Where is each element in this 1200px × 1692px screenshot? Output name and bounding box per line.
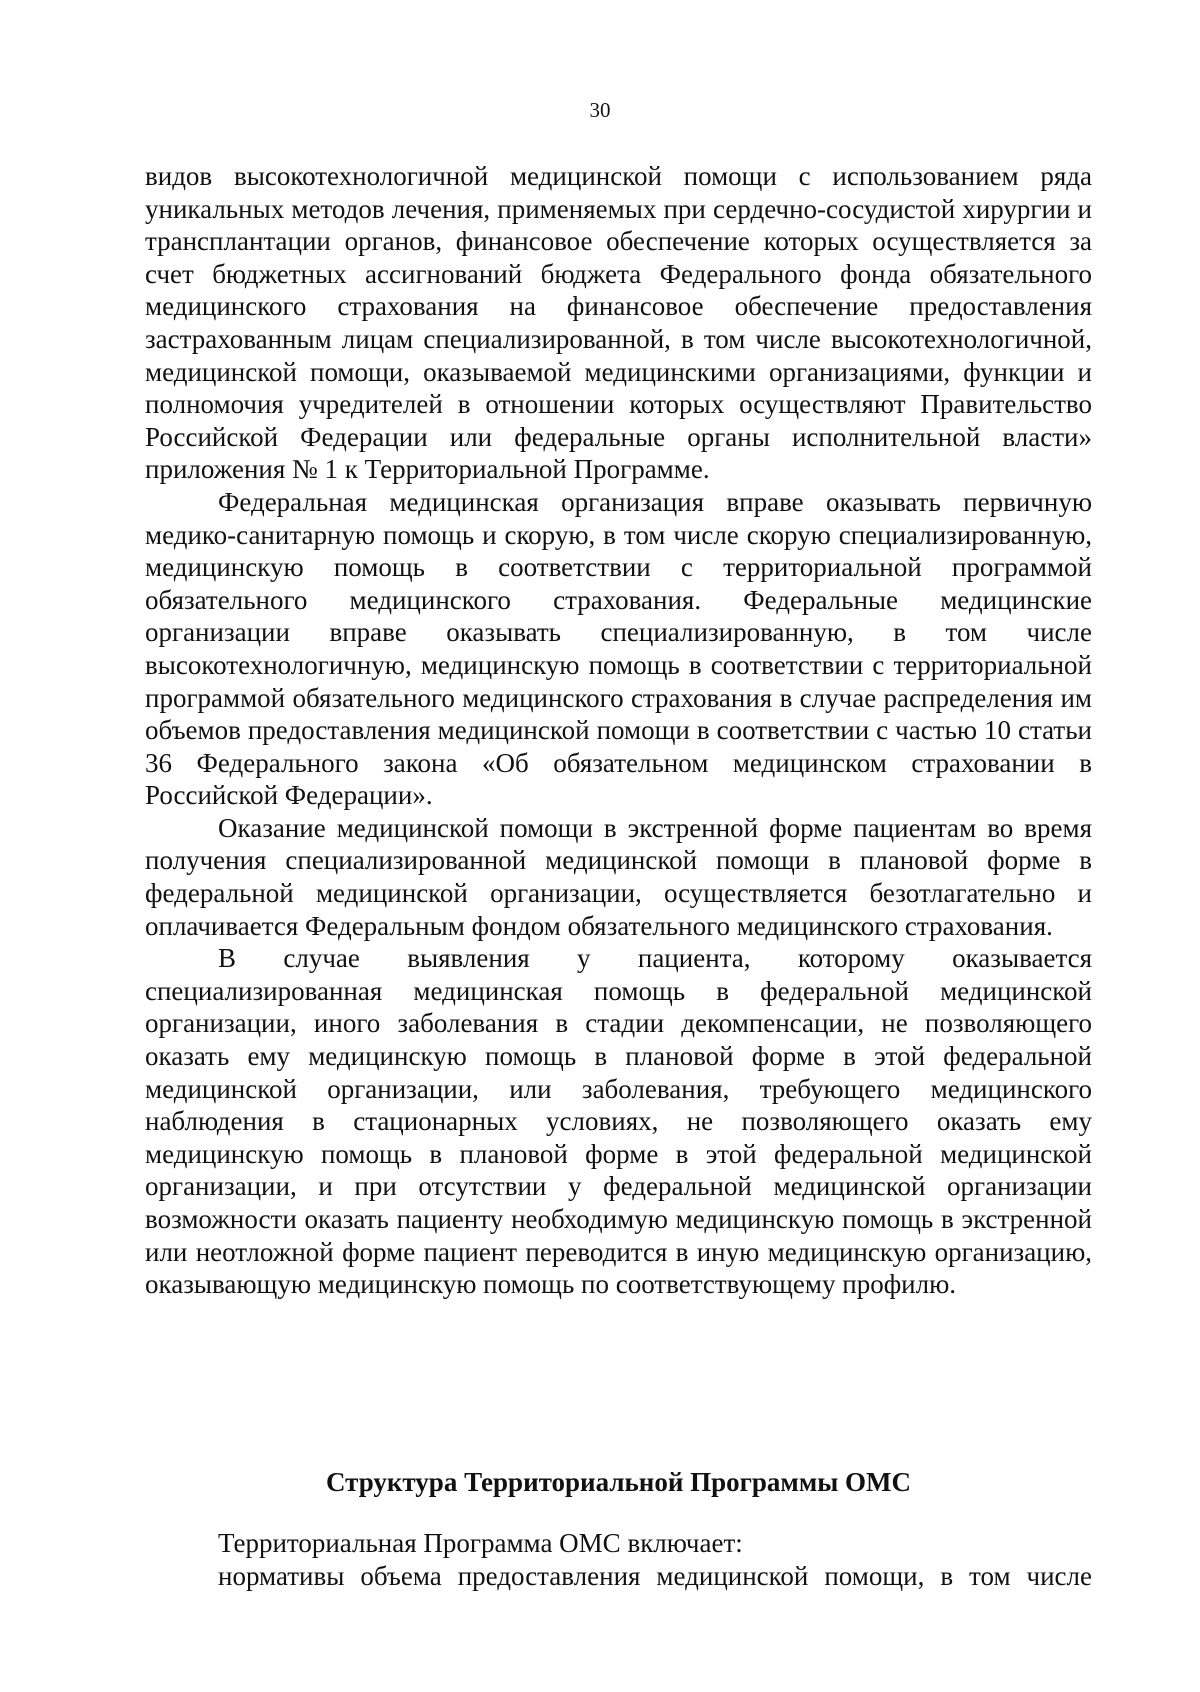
section-body: [145, 1527, 1092, 1592]
paragraph-continued: видов высокотехнологичной медицинской помощи с использованием ряда уникальных методов лечения, применяемых при сердечно-сосудистой хирургии и трансплантации органов, финансовое обеспечение которых осуществляется за счет бюджетных ассигнований бюджета Федерального фонда обязательного медицинского страхования на финансовое обеспечение предоставления застрахованным лицам специализированной, в том числе высокотехнологичной, медицинской помощи, оказываемой медицинскими организациями, функции и полномочия учредителей в отношении которых осуществляют Правительство Российской Федерации или федеральные органы исполнительной власти» приложения № 1 к Территориальной Программе.: [145, 161, 1092, 485]
page-number: 30: [589, 98, 611, 122]
section-intro: Территориальная Программа ОМС включает:: [218, 1528, 743, 1558]
paragraph-emergency-care: Оказание медицинской помощи в экстренной форме пациентам во время получения специализированной медицинской помощи в плановой форме в федеральной медицинской организации, осуществляется безотлагательно и оплачивается Федеральным фондом обязательного медицинского страхования.: [145, 812, 1092, 941]
section-item: нормативы объема предоставления медицинской помощи, в том числе: [218, 1560, 1092, 1591]
body-text: [145, 160, 1092, 1301]
paragraph-federal-organization-rights: Федеральная медицинская организация вправе оказывать первичную медико-санитарную помощь и скорую, в том числе скорую специализированную, медицинскую помощь в соответствии с территориальной программой обязательного медицинского страхования. Федеральные медицинские организации вправе оказывать специализированную, в том числе высокотехнологичную, медицинскую помощь в соответствии с территориальной программой обязательного медицинского страхования в случае распределения им объемов предоставления медицинской помощи в соответствии с частью 10 статьи 36 Федерального закона «Об обязательном медицинском страховании в Российской Федерации».: [145, 486, 1092, 811]
paragraph-patient-transfer: В случае выявления у пациента, которому оказывается специализированная медицинская помощь в федеральной медицинской организации, иного заболевания в стадии декомпенсации, не позволяющего оказать ему медицинскую помощь в плановой форме в этой федеральной медицинской организации, или заболевания, требующего медицинского наблюдения в стационарных условиях, не позволяющего оказать ему медицинскую помощь в плановой форме в этой федеральной медицинской организации, и при отсутствии у федеральной медицинской организации возможности оказать пациенту необходимую медицинскую помощь в экстренной или неотложной форме пациент переводится в иную медицинскую организацию, оказывающую медицинскую помощь по соответствующему профилю.: [145, 943, 1092, 1300]
section-heading: Структура Территориальной Программы ОМС: [325, 1467, 912, 1497]
